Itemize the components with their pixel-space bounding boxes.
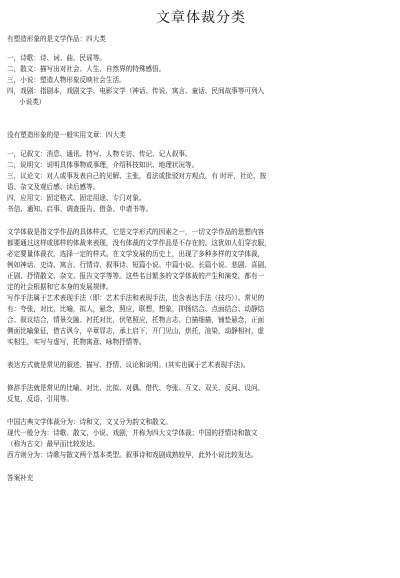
- practical-item: 一，记叙文：消息、通讯、特写、人物专访、传记、记人叙事。: [7, 150, 192, 158]
- paragraph-line: 合、叙议结合，情景交融、衬托对比，伏笔照应，托物言志、白描细描，铺垫悬念，正面: [7, 316, 265, 324]
- practical-item: 四，应用文：固定格式、固定用途、专门对象。: [7, 194, 146, 202]
- document-title: 文章体裁分类: [156, 10, 246, 26]
- paragraph-line: 定的社会根据和它本身的发展规律。: [7, 283, 113, 291]
- answer-supplement-label: 答案补充: [7, 474, 34, 482]
- literary-item: 二，散文：描写出对社会、人生、自然界的特殊感悟。: [7, 65, 166, 73]
- practical-item: 语、杂文及观后感、读后感等。: [7, 183, 100, 191]
- practical-item: 书信、通知、启事、调查报告、借条、申请书等。: [7, 205, 153, 213]
- classification-line: 中国古典文学体裁分为：诗和文，文又分为韵文和散文。: [7, 418, 172, 426]
- literary-item-continued: 小说类）: [19, 98, 46, 106]
- paragraph-line: 实相生，实写与虚写，托物寓意、咏物抒情等。: [7, 338, 146, 346]
- paragraph-line: 都要通过这样或那样的体裁来表现，没有体裁的文学作品是不存在的。这犹如人们穿衣服，: [7, 239, 271, 247]
- classification-line: 现代一般分为：诗歌、散文、小说、戏剧，并称为四大文学体裁；中国的抒情诗和散文: [7, 429, 258, 437]
- rhetoric-line: 反复、反语、引用等。: [7, 395, 73, 403]
- paragraph-line: 文学体裁是指文学作品的具体样式，它是文学形式的因素之一，一切文学作品的思想内容: [7, 228, 265, 236]
- literary-item: 四，戏剧：指剧本，戏剧文学、电影文学（神话、传说、寓言、童话、民间故事等可列入: [7, 87, 265, 95]
- document-page: [7, 6, 395, 484]
- classification-line: （称为古文）最早而比较发达。: [7, 440, 100, 448]
- paragraph-line: 写作手法属于艺术表现手法（即：艺术手法和表现手法，也含表达手法（技巧））。常见的: [7, 294, 265, 302]
- expression-methods-line: 表达方式就是常见的叙述、描写、抒情、议论和说明。(其实也属于艺术表现手法)。: [7, 361, 250, 369]
- section-heading-literary: 有塑造形象的是文学作品：四大类: [7, 35, 106, 43]
- literary-item: 一，诗歌：诗、词、曲、民谣等。: [7, 54, 106, 62]
- classification-line: 西方则分为：诗歌与散文两个基本类型。叙事诗和戏剧成熟较早，此外小说比较发达。: [7, 451, 258, 459]
- paragraph-line: 必定要量体裁衣，选择一定的样式。在文学发展的历史上，出现了多种多样的文学体裁，: [7, 250, 265, 258]
- paragraph-line: 例如神话、史诗、寓言、行情诗、叙事诗、短篇小说、中篇小说、长篇小说、悲剧、喜剧、: [7, 261, 271, 269]
- rhetoric-line: 修辞手法就是常见的比喻、对比、比拟、对偶、借代、夸张、互文、双关、反问、设问、: [7, 384, 265, 392]
- paragraph-line: 有：夸张，对比，比喻，拟人，悬念，照应，联想，想象，抑扬结合、点面结合、动静结: [7, 305, 265, 313]
- paragraph-line: 侧面比喻象征，借古讽今，卒章显志，承上启下，开门见山，烘托，渲染，动静相衬，虚: [7, 327, 265, 335]
- paragraph-line: 正剧、抒情散文、杂文、报告文学等等。这些名目繁多的文学体裁的产生和演变，都有一: [7, 272, 265, 280]
- section-heading-practical: 没有塑造形象的是一般实用文章：四大类: [7, 131, 126, 139]
- practical-item: 二，说明文：说明具体事物或事理，介绍科技知识、地理状况等。: [7, 161, 199, 169]
- practical-item: 三，议论文：对人或事发表自己的见解、主张，看法或批驳对方观点，有 时评，社论，按: [7, 172, 267, 180]
- literary-item: 三，小说：塑造人物形象反映社会生活。: [7, 76, 126, 84]
